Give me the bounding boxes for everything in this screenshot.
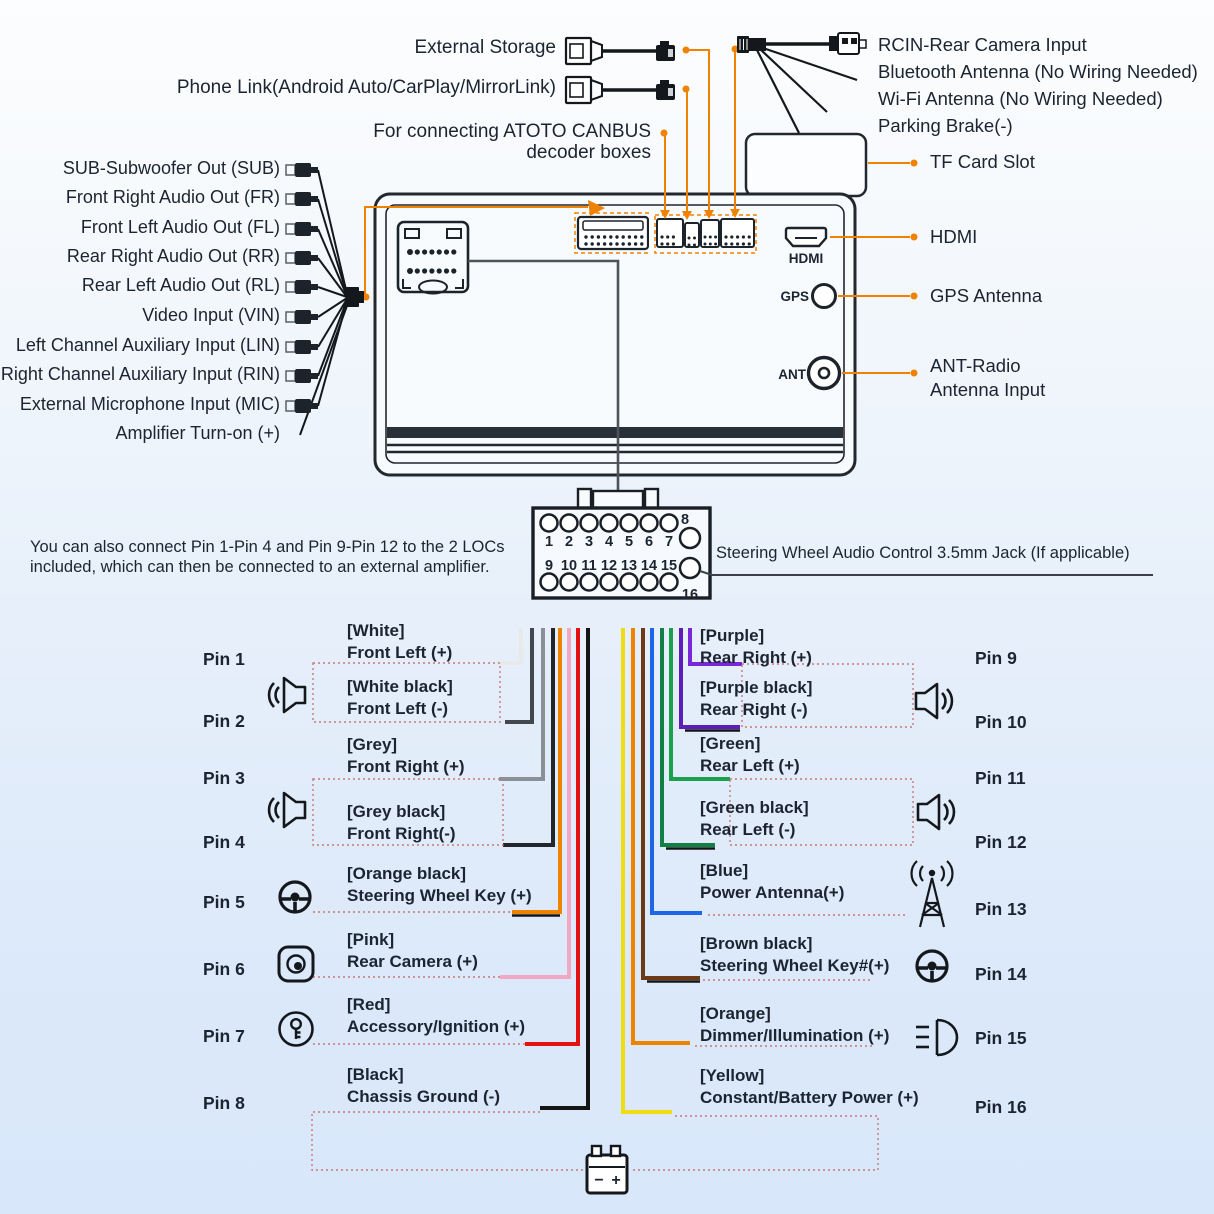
wire4-func: Front Right(-) [347, 823, 456, 843]
ignition-icon [280, 1013, 313, 1046]
external-storage-cable [566, 38, 675, 64]
pin-number: 3 [584, 534, 594, 550]
usb-plug-icon [566, 38, 602, 64]
wire-pin-2 [505, 628, 532, 722]
wire14-func: Steering Wheel Key#(+) [700, 955, 890, 975]
rca-plug-icon [286, 310, 318, 324]
pin12-label: Pin 12 [975, 832, 1027, 852]
wire4-color: [Grey black] [347, 802, 446, 821]
port-label-sub: SUB-Subwoofer Out (SUB) [62, 158, 280, 178]
wire7-func: Accessory/Ignition (+) [347, 1016, 526, 1036]
wire5-label [347, 863, 532, 906]
pin16-label: Pin 16 [975, 1097, 1027, 1117]
wire1-func: Front Left (+) [347, 642, 453, 662]
rca-plug-icon [286, 251, 318, 265]
swc-jack-line [700, 571, 1153, 575]
wire3-label [347, 734, 465, 777]
wire15-color: [Orange] [700, 1004, 771, 1023]
rca-plug-icon [286, 192, 318, 206]
rca-plug-icon [286, 280, 318, 294]
pin8-label: Pin 8 [203, 1093, 245, 1113]
pin-number: 11 [581, 558, 597, 574]
battery-minus: − [594, 1172, 604, 1189]
battery-icon [587, 1146, 627, 1193]
wire12-color: [Green black] [700, 798, 809, 817]
wire14-color: [Brown black] [700, 934, 813, 953]
wire7-label [347, 994, 525, 1037]
socket-divider [649, 212, 655, 254]
ant-callout-line1: ANT-Radio [930, 355, 1021, 376]
power-antenna-icon [912, 861, 953, 927]
port-label-amp: Amplifier Turn-on (+) [115, 423, 280, 443]
pin-number: 6 [644, 534, 654, 550]
tf-card-label: TF Card Slot [930, 151, 1035, 172]
loc-note [30, 537, 505, 577]
steering-wheel-icon [917, 951, 947, 981]
pin3-label: Pin 3 [203, 768, 245, 788]
wire9-color: [Purple] [700, 626, 765, 645]
pin-number: 4 [604, 534, 614, 550]
port-label-fl: Front Left Audio Out (FL) [80, 217, 280, 237]
wire13-color: [Blue] [700, 861, 749, 880]
canbus-label-line2: decoder boxes [526, 142, 651, 163]
hdmi-port-icon [786, 228, 826, 246]
wire5-color: [Orange black] [347, 864, 467, 883]
wire13-func: Power Antenna(+) [700, 882, 845, 902]
wire-pin-4 [503, 628, 553, 845]
front-panel-ridge [387, 427, 843, 438]
usb-plug-icon [566, 77, 602, 103]
dimmer-icon [916, 1020, 957, 1055]
pin-number: 16 [681, 587, 699, 603]
rca-fan [300, 170, 348, 435]
phone-link-label: Phone Link(Android Auto/CarPlay/MirrorLink) [176, 77, 556, 98]
wire12-func: Rear Left (-) [700, 819, 796, 839]
main-socket [578, 217, 648, 249]
battery-loop-right [630, 1116, 878, 1170]
steering-wheel-icon [280, 882, 310, 912]
ant-callout-line2: Antenna Input [930, 379, 1046, 400]
wire4-label [347, 801, 456, 844]
port-label-rl: Rear Left Audio Out (RL) [81, 275, 280, 295]
pin-number: 5 [624, 534, 634, 550]
pin6-label: Pin 6 [203, 959, 245, 979]
wire11-func: Rear Left (+) [700, 755, 800, 775]
pin-number: 14 [640, 558, 658, 574]
wire15-label [700, 1003, 889, 1046]
wire8-color: [Black] [347, 1065, 404, 1084]
port-label-rin: Right Channel Auxiliary Input (RIN) [0, 364, 280, 384]
wire-pin-8 [540, 628, 588, 1108]
wire2-color: [White black] [347, 677, 453, 696]
pin14-label: Pin 14 [975, 964, 1027, 984]
wire13-label [700, 860, 844, 903]
gps-callout-label: GPS Antenna [930, 285, 1043, 306]
port-label-vin: Video Input (VIN) [142, 305, 280, 325]
wire3-func: Front Right (+) [347, 756, 465, 776]
rear-socket-strip [575, 212, 756, 254]
wire10-color: [Purple black] [700, 678, 813, 697]
pin10-label: Pin 10 [975, 712, 1027, 732]
wire15-func: Dimmer/Illumination (+) [700, 1025, 890, 1045]
hdmi-port-label: HDMI [788, 251, 824, 266]
hdmi-callout-label: HDMI [930, 226, 978, 247]
rca-bundle-plug [346, 287, 364, 307]
wire5-func: Steering Wheel Key (+) [347, 885, 532, 905]
pin-number: 9 [544, 558, 554, 574]
port-label-lin: Left Channel Auxiliary Input (LIN) [15, 335, 280, 355]
pin1-label: Pin 1 [203, 649, 245, 669]
pin7-label: Pin 7 [203, 1026, 245, 1046]
canbus-socket [657, 219, 683, 247]
pin-number: 2 [564, 534, 574, 550]
wifi-label: Wi-Fi Antenna (No Wiring Needed) [878, 88, 1163, 109]
parking-brake-label: Parking Brake(-) [878, 115, 1013, 136]
wire-pin-13 [652, 628, 702, 913]
pin-number: 15 [660, 558, 678, 574]
ant-port-label: ANT [778, 367, 806, 382]
wire-pin-16 [623, 628, 672, 1112]
speaker-icon [269, 793, 305, 827]
loc-note-line2: included, which can then be connected to an external amplifier. [30, 558, 490, 576]
wire16-label [700, 1065, 919, 1108]
wire1-label [347, 620, 452, 663]
pin11-label: Pin 11 [975, 768, 1026, 788]
pin5-label: Pin 5 [203, 892, 245, 912]
mini-plug-icon [656, 41, 675, 61]
wire6-func: Rear Camera (+) [347, 951, 478, 971]
port-label-fr: Front Right Audio Out (FR) [65, 187, 280, 207]
wire2-func: Front Left (-) [347, 698, 449, 718]
gps-jack-icon [813, 285, 836, 308]
tf-card-slot-box [746, 134, 866, 196]
canbus-label [373, 121, 651, 163]
rear-camera-icon [279, 947, 313, 981]
battery-plus: + [611, 1172, 621, 1189]
wire8-label [347, 1064, 500, 1107]
wire7-color: [Red] [347, 995, 391, 1014]
pin-number: 12 [600, 558, 618, 574]
ant-callout-label [930, 354, 1045, 402]
wire-pin-1 [497, 628, 521, 663]
gps-port-label: GPS [780, 289, 809, 304]
speaker-icon [269, 678, 305, 712]
canbus-label-line1: For connecting ATOTO CANBUS [373, 121, 651, 142]
antenna-lead [757, 50, 799, 133]
bluetooth-label: Bluetooth Antenna (No Wiring Needed) [878, 61, 1198, 82]
external-storage-label: External Storage [414, 37, 556, 58]
speaker-icon [918, 795, 954, 829]
rca-plug-icon [286, 340, 318, 354]
rca-plug-icon [286, 369, 318, 383]
swc-label: Steering Wheel Audio Control 3.5mm Jack (If applicable) [716, 544, 1130, 562]
port-label-rr: Rear Right Audio Out (RR) [66, 246, 280, 266]
mini-plug-icon [656, 80, 675, 100]
wire6-color: [Pink] [347, 930, 395, 949]
rcin-harness [737, 33, 866, 133]
ant-jack-icon [809, 358, 840, 389]
pin2-label: Pin 2 [203, 711, 245, 731]
port-label-mic: External Microphone Input (MIC) [19, 394, 280, 414]
pin9-label: Pin 9 [975, 648, 1017, 668]
rca-plug-icon [286, 222, 318, 236]
pin-number: 1 [544, 534, 554, 550]
wire10-func: Rear Right (-) [700, 699, 808, 719]
wire1-color: [White] [347, 621, 405, 640]
wire9-label [700, 625, 812, 668]
wire14-label [700, 933, 889, 976]
rca-plug-icon [286, 163, 318, 177]
wire10-label [700, 677, 812, 720]
wire11-color: [Green] [700, 734, 761, 753]
wire12-label [700, 797, 809, 840]
phone-link-socket [685, 223, 699, 247]
wire16-color: [Yellow] [700, 1066, 765, 1085]
pin-number: 10 [560, 558, 578, 574]
rcin-label: RCIN-Rear Camera Input [878, 34, 1087, 55]
wire11-label [700, 733, 800, 776]
battery-loop-left [312, 1112, 584, 1170]
phone-link-cable [566, 77, 675, 103]
pin15-label: Pin 15 [975, 1028, 1027, 1048]
speaker-icon [916, 684, 952, 718]
pin4-label: Pin 4 [203, 832, 245, 852]
pin-number: 13 [620, 558, 638, 574]
wire9-func: Rear Right (+) [700, 647, 812, 667]
pin13-label: Pin 13 [975, 899, 1027, 919]
wire16-func: Constant/Battery Power (+) [700, 1087, 919, 1107]
wire2-label [347, 676, 453, 719]
pin-number: 8 [680, 512, 690, 528]
wire3-color: [Grey] [347, 735, 398, 754]
wire6-label [347, 929, 478, 972]
wire8-func: Chassis Ground (-) [347, 1086, 501, 1106]
pin-number: 7 [664, 534, 674, 550]
loc-note-line1: You can also connect Pin 1-Pin 4 and Pin 9-Pin 12 to the 2 LOCs [30, 538, 505, 556]
